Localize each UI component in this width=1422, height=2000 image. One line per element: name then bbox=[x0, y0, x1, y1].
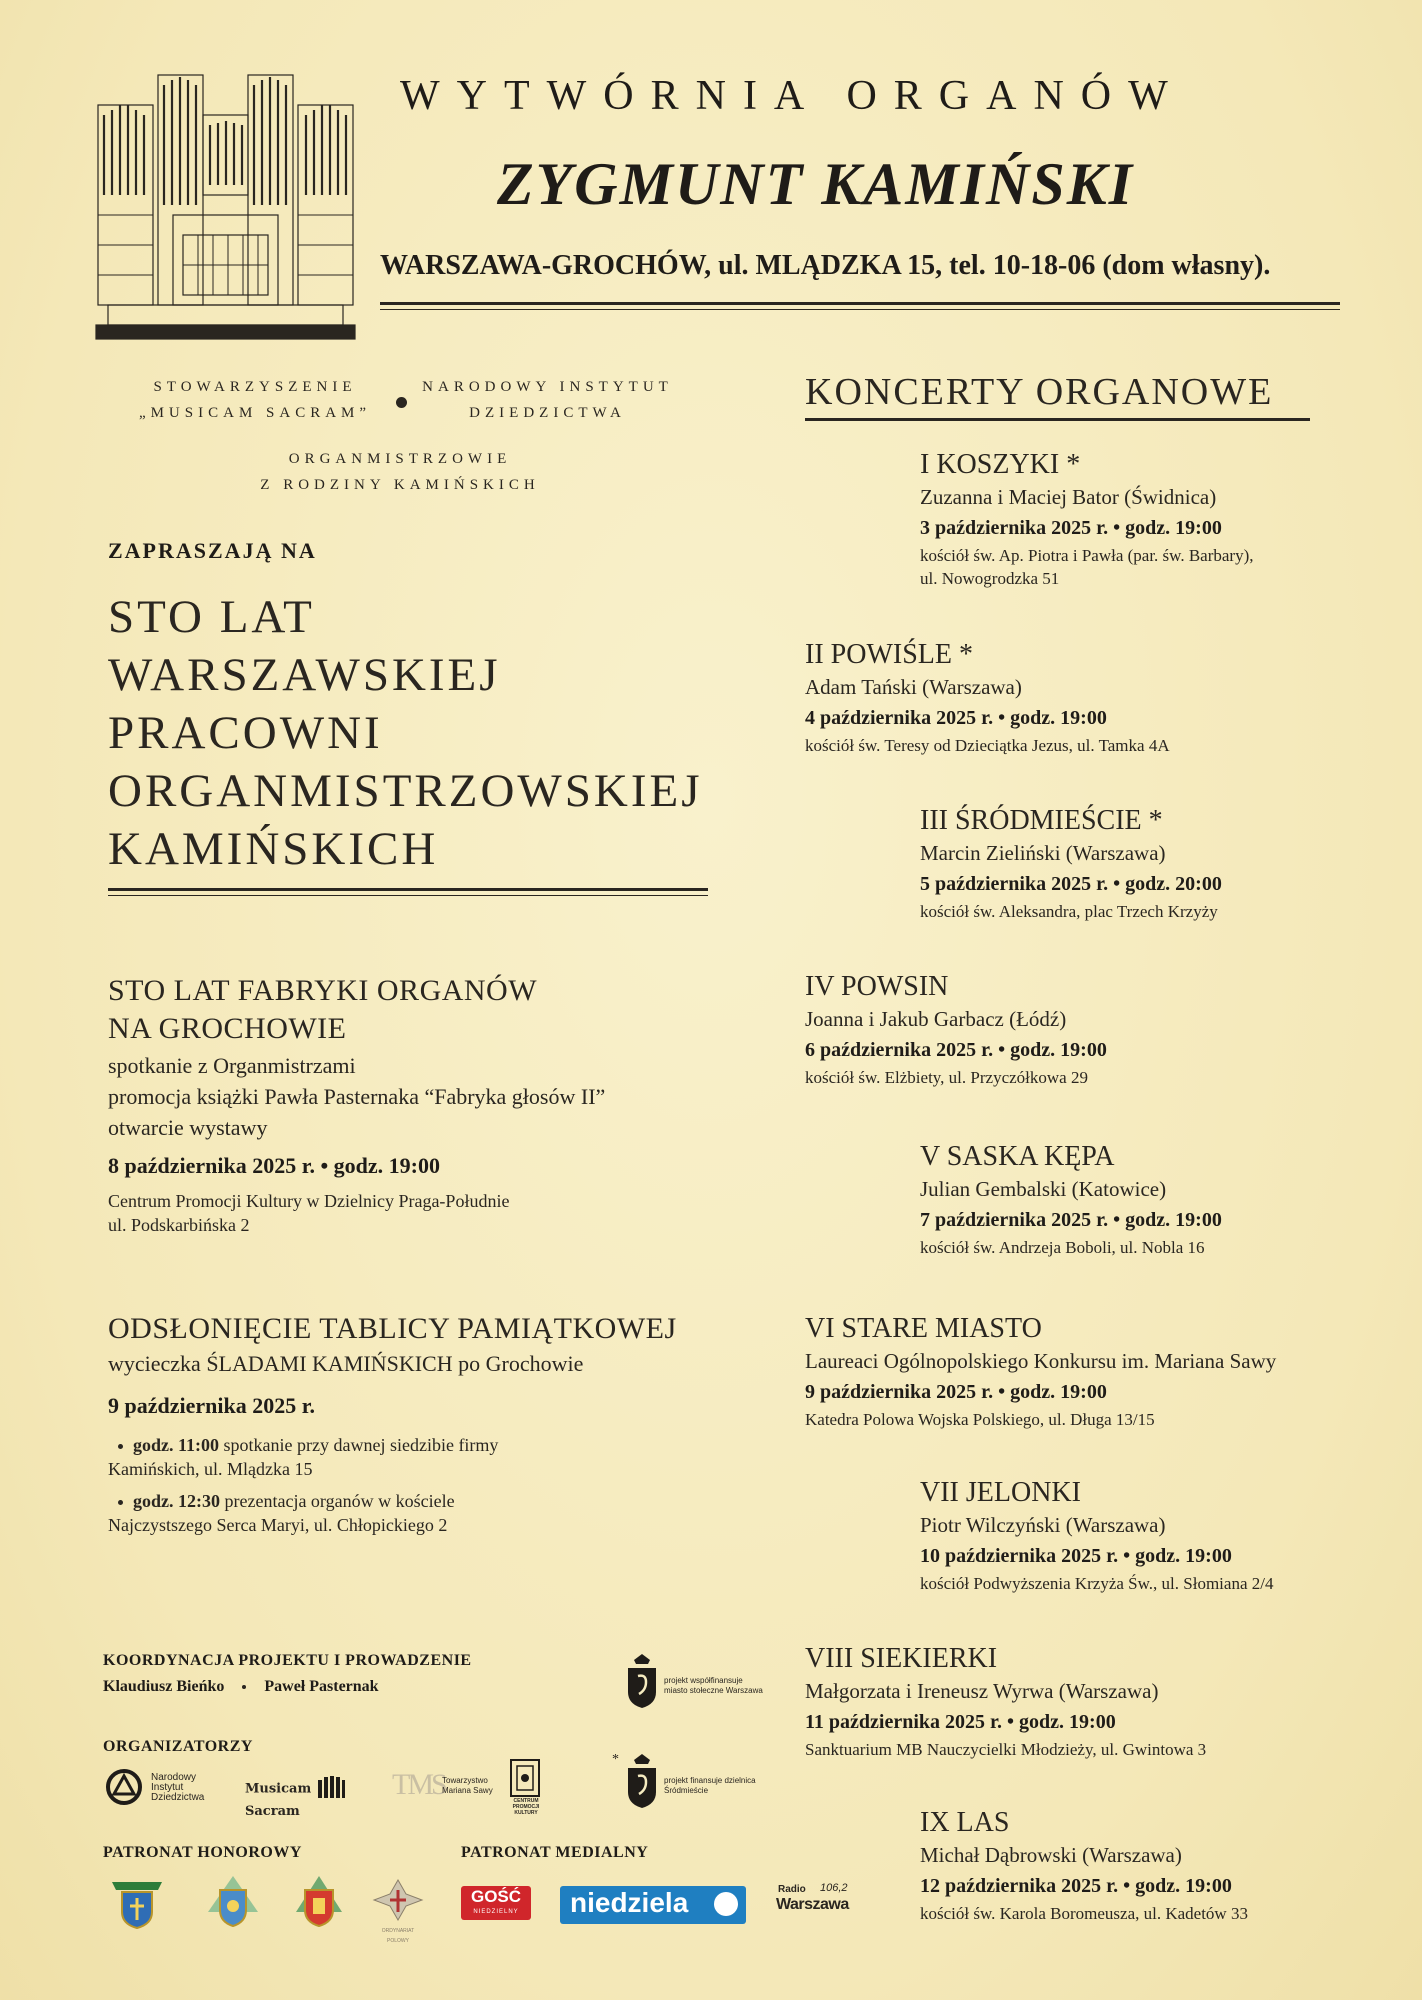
event1-date: 8 października 2025 r. • godz. 19:00 bbox=[108, 1153, 440, 1178]
cpk-logo: CENTRUM PROMOCJI KULTURY bbox=[508, 1758, 544, 1812]
warsaw-crest-icon bbox=[626, 1652, 658, 1710]
nid-logo-icon bbox=[105, 1768, 143, 1806]
coordination-heading: KOORDYNACJA PROJEKTU I PROWADZENIE bbox=[103, 1652, 472, 1669]
concerts-heading-rule bbox=[805, 418, 1310, 423]
cpk-logo-icon bbox=[508, 1758, 542, 1798]
bishop-coat-of-arms-1 bbox=[108, 1872, 166, 1932]
niedziela-logo: niedziela bbox=[560, 1886, 746, 1924]
concert-7: VII JELONKI Piotr Wilczyński (Warszawa) 10 października 2025 r. • godz. 19:00 kościół Podwyższenia Krzyża Św., ul. Słomiana 2/4 bbox=[920, 1477, 1274, 1593]
main-title: STO LAT WARSZAWSKIEJ PRACOWNI ORGANMISTRZOWSKIEJ KAMIŃSKICH bbox=[108, 591, 703, 875]
header-line1: WYTWÓRNIA ORGANÓW bbox=[400, 73, 1185, 119]
header-address: WARSZAWA-GROCHÓW, ul. MLĄDZKA 15, tel. 10-18-06 (dom własny). bbox=[380, 250, 1271, 281]
concert-6: VI STARE MIASTO Laureaci Ogólnopolskiego Konkursu im. Mariana Sawy 9 października 2025 r. • godz. 19:00 Katedra Polowa Wojska Polskiego, ul. Długa 13/15 bbox=[805, 1313, 1277, 1429]
organizer-musicam: STOWARZYSZENIE „MUSICAM SACRAM” bbox=[138, 379, 372, 421]
bishop-coat-of-arms-3 bbox=[288, 1872, 350, 1932]
organ-engraving-icon bbox=[88, 55, 363, 345]
military-cross-icon bbox=[372, 1878, 424, 1922]
concert-9: IX LAS Michał Dąbrowski (Warszawa) 12 października 2025 r. • godz. 19:00 kościół św. Karola Boromeusza, ul. Kadetów 33 bbox=[920, 1807, 1248, 1923]
event2-date: 9 października 2025 r. bbox=[108, 1393, 315, 1418]
organizer-kaminski-family: ORGANMISTRZOWIE Z RODZINY KAMIŃSKICH bbox=[260, 451, 540, 493]
event-tablica: ODSŁONIĘCIE TABLICY PAMIĄTKOWEJ wycieczka ŚLADAMI KAMIŃSKICH po Grochowie 9 października 2025 r. godz. 11:00 spotkanie przy dawnej siedzibie firmy Kamińskich, ul. Mlądzka 15 godz. 12:30 prezentacja organów w kościele Najczystszego Serca Maryi, ul. Chłopickiego 2 bbox=[108, 1310, 728, 1537]
concert-1: I KOSZYKI * Zuzanna i Maciej Bator (Świdnica) 3 października 2025 r. • godz. 19:00 kościół św. Ap. Piotra i Pawła (par. św. Barbary), ul. Nowogrodzka 51 bbox=[920, 449, 1254, 588]
organ-pipes-icon bbox=[316, 1776, 346, 1800]
header-company-name: ZYGMUNT KAMIŃSKI bbox=[497, 151, 1135, 217]
srodmiescie-logo: projekt finansuje dzielnica Śródmieście bbox=[626, 1752, 766, 1810]
event-fabryka: STO LAT FABRYKI ORGANÓW NA GROCHOWIE spotkanie z Organmistrzami promocja książki Pawła Pasternaka “Fabryka głosów II” otwarcie wystawy 8 października 2025 r. • godz. 19:00 Centrum Promocji Kultury w Dzielnicy Praga-Południe ul. Podskarbińska 2 bbox=[108, 972, 708, 1237]
media-patronage-heading: PATRONAT MEDIALNY bbox=[461, 1844, 649, 1861]
bullet-icon bbox=[118, 1500, 123, 1505]
concert-4: IV POWSIN Joanna i Jakub Garbacz (Łódź) 6 października 2025 r. • godz. 19:00 kościół św. Elżbiety, ul. Przyczółkowa 29 bbox=[805, 971, 1107, 1087]
separator-dot bbox=[396, 397, 407, 408]
coat-of-arms-icon bbox=[108, 1872, 166, 1932]
concert-3: III ŚRÓDMIEŚCIE * Marcin Zieliński (Warszawa) 5 października 2025 r. • godz. 20:00 kościół św. Aleksandra, plac Trzech Krzyży bbox=[920, 805, 1222, 921]
coat-of-arms-icon bbox=[288, 1872, 350, 1932]
header-rule bbox=[380, 302, 1340, 310]
concert-2: II POWIŚLE * Adam Tański (Warszawa) 4 października 2025 r. • godz. 19:00 kościół św. Teresy od Dzieciątka Jezus, ul. Tamka 4A bbox=[805, 639, 1170, 755]
organizers-heading: ORGANIZATORZY bbox=[103, 1738, 253, 1755]
coordination-names: Klaudiusz Bieńko Paweł Pasternak bbox=[103, 1678, 379, 1695]
gosc-niedzielny-logo: GOŚĆ NIEDZIELNY bbox=[461, 1886, 531, 1920]
radio-warszawa-logo: Radio 106,2 Warszawa bbox=[776, 1882, 849, 1913]
bishop-coat-of-arms-2 bbox=[198, 1872, 268, 1932]
bullet-icon bbox=[118, 1444, 123, 1449]
asterisk-note: * bbox=[612, 1752, 619, 1767]
title-rule bbox=[108, 888, 708, 896]
warsaw-city-logo: projekt współfinansuje miasto stołeczne Warszawa bbox=[626, 1652, 766, 1710]
nid-logo: Narodowy Instytut Dziedzictwa bbox=[105, 1768, 225, 1808]
concerts-heading: KONCERTY ORGANOWE bbox=[805, 371, 1274, 413]
tms-logo: TMS Towarzystwo Mariana Sawy bbox=[392, 1768, 493, 1801]
concert-5: V SASKA KĘPA Julian Gembalski (Katowice) 7 października 2025 r. • godz. 19:00 kościół św. Andrzeja Boboli, ul. Nobla 16 bbox=[920, 1141, 1222, 1257]
concert-8: VIII SIEKIERKI Małgorzata i Ireneusz Wyrwa (Warszawa) 11 października 2025 r. • godz. 19:00 Sanktuarium MB Nauczycielki Młodzieży, ul. Gwintowa 3 bbox=[805, 1643, 1207, 1759]
ordinariate-logo: ORDYNARIAT POLOWY bbox=[372, 1878, 424, 1936]
niedziela-emblem-icon bbox=[714, 1892, 738, 1916]
invite-text: ZAPRASZAJĄ NA bbox=[108, 538, 317, 563]
organizer-nid: NARODOWY INSTYTUT DZIEDZICTWA bbox=[422, 379, 673, 421]
musicam-sacram-logo: Musicam Sacram bbox=[245, 1776, 380, 1802]
honorary-patronage-heading: PATRONAT HONOROWY bbox=[103, 1844, 302, 1861]
coat-of-arms-icon bbox=[198, 1872, 268, 1932]
warsaw-crest-icon bbox=[626, 1752, 658, 1810]
